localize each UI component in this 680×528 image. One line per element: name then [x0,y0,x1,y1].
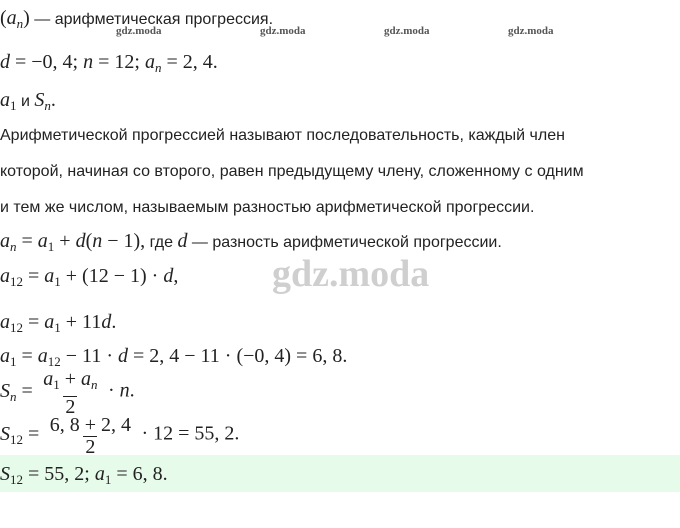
given-sequence-line: $(a_n)$ — арифметическая прогрессия. [0,7,274,31]
formula-note-tail: — разность арифметической прогрессии. [191,234,502,251]
definition-line-2: которой, начиная со второго, равен предыдущему члену, сложенному с одним [0,163,584,180]
step-a12-1: $a_{12} = a_1 + (12 - 1) \cdot d$, [0,265,179,289]
watermark-large: gdz.moda [272,253,430,295]
watermark: gdz.moda [508,25,554,37]
watermark: gdz.moda [116,25,162,37]
step-a1: $a_1 = a_{12} - 11 \cdot d = 2$, 4 − 11 · (−0, 4) = 6, 8. [0,345,348,369]
answer: $S_{12} = 55$, 2; $a_1 = 6$, 8. [0,463,168,487]
given-conditions: d = −0, 4; n = 12; $a_n = 2$, 4. [0,51,218,75]
sum-formula: $S_n$ = $\frac{a_1 + a_n}{2}$ · n. [0,368,135,418]
sum-computation: $S_{12}$ = $\frac{6, 8 + 2, 4}{2}$ · 12 = 55, 2. [0,414,240,458]
sum-fraction: $\frac{a_1 + a_n}{2}$ [43,368,98,418]
definition-line-1: Арифметической прогрессией называют последовательность, каждый член [0,127,565,144]
sum-computation-fraction: $\frac{6, 8 + 2, 4}{2}$ [49,414,132,458]
general-formula: $a_n = a_1 + d(n - 1)$, где d — разность арифметической прогрессии. [0,230,502,254]
given-sequence-note: — арифметическая прогрессия. [34,11,274,28]
definition-line-3: и тем же числом, называемым разностью арифметической прогрессии. [0,199,535,216]
find-line: $a_1$ и $S_n$. [0,89,56,113]
watermark: gdz.moda [384,25,430,37]
formula-note: где [149,234,173,251]
find-connector: и [20,93,30,110]
watermark: gdz.moda [260,25,306,37]
step-a12-2: $a_{12} = a_1 + 11d$. [0,311,117,335]
